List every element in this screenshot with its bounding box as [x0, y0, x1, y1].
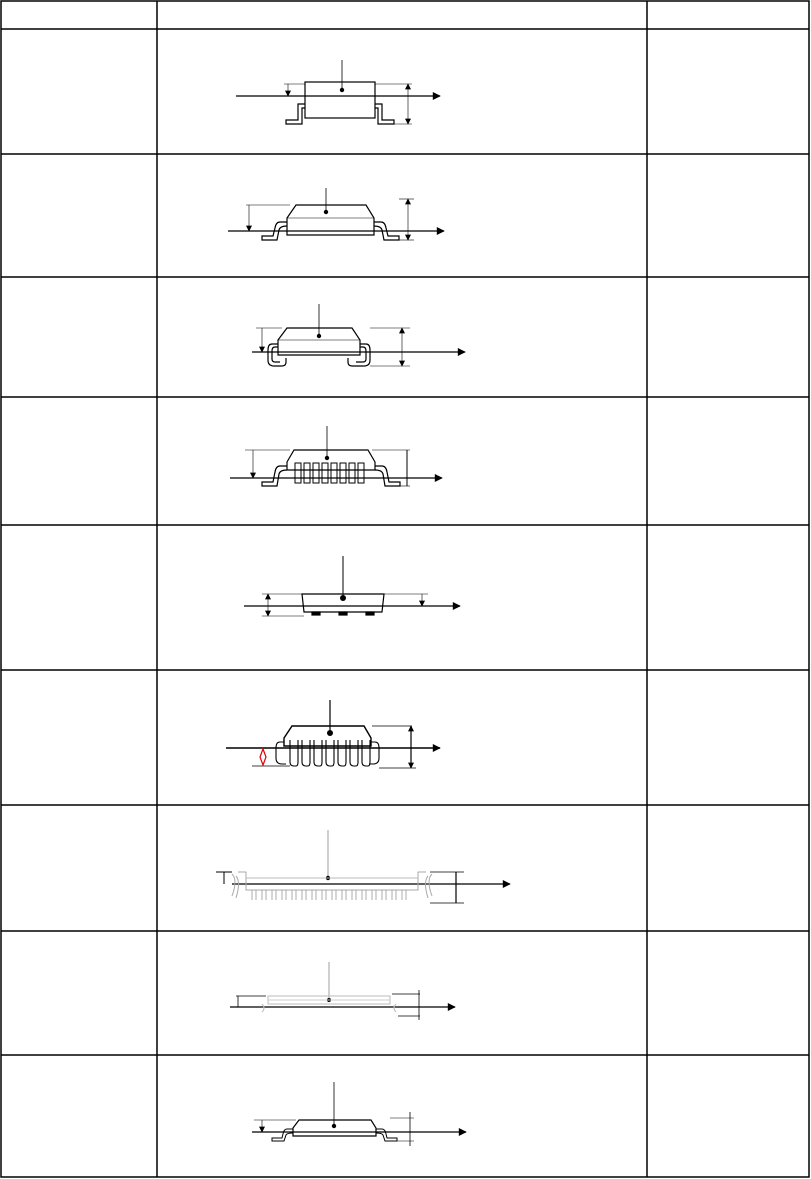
package-diagram-row-8 — [230, 962, 455, 1020]
package-diagram-row-6 — [226, 700, 440, 768]
red-marker-icon — [260, 749, 266, 765]
package-diagram-row-1 — [236, 60, 440, 124]
package-diagram-row-5 — [244, 556, 460, 616]
package-diagram-row-9 — [252, 1082, 466, 1146]
table-grid — [1, 1, 809, 1177]
package-diagram-row-2 — [228, 188, 444, 240]
package-diagram-row-3 — [252, 304, 465, 366]
package-diagram-row-4 — [230, 426, 442, 486]
package-diagram-row-7 — [216, 830, 510, 903]
